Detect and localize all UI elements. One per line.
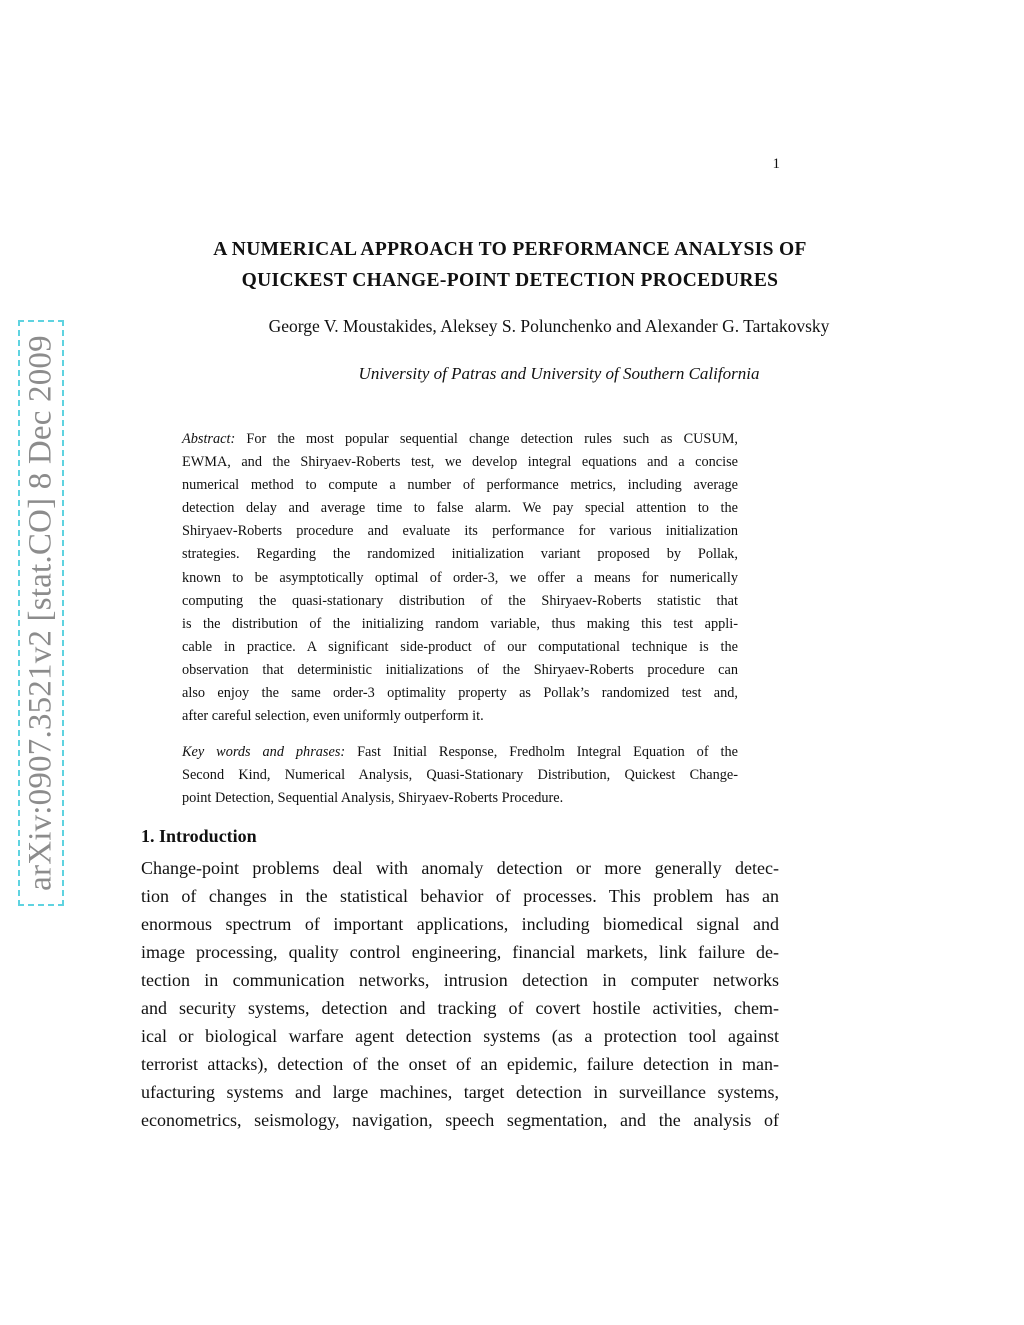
body-line: tion of changes in the statistical behavior of processes. This problem has an [141,886,779,906]
body-line: ufacturing systems and large machines, target detection in surveillance systems, [141,1082,779,1102]
affiliation: University of Patras and University of Southern California [358,364,760,383]
keywords-line: Key words and phrases: Fast Initial Response, Fredholm Integral Equation of the [182,744,738,760]
abstract-line: is the distribution of the initializing random variable, thus making this test appli- [182,615,738,632]
body-line: tection in communication networks, intrusion detection in computer networks [141,970,779,990]
abstract-line: Abstract: For the most popular sequential change detection rules such as CUSUM, [182,431,738,447]
page-number: 1 [772,156,780,172]
body-line: and security systems, detection and tracking of covert hostile activities, chem- [141,998,779,1018]
body-line: terrorist attacks), detection of the onset of an epidemic, failure detection in man- [141,1054,779,1074]
introduction-paragraph [141,854,779,1134]
body-line: econometrics, seismology, navigation, speech segmentation, and the analysis of [141,1110,779,1130]
keywords-line: Second Kind, Numerical Analysis, Quasi-Stationary Distribution, Quickest Change- [182,767,738,784]
arxiv-identifier: arXiv:0907.3521v2 [stat.CO] 8 Dec 2009 [22,335,59,891]
paper-title [100,234,920,296]
abstract-line: computing the quasi-stationary distribution of the Shiryaev-Roberts statistic that [182,592,738,609]
body-line: ical or biological warfare agent detection systems (as a protection tool against [141,1026,779,1046]
abstract-line: observation that deterministic initializations of the Shiryaev-Roberts procedure can [182,661,738,678]
keywords [182,741,738,810]
author-list: George V. Moustakides, Aleksey S. Polunchenko and Alexander G. Tartakovsky [268,316,830,336]
title-line-1: A NUMERICAL APPROACH TO PERFORMANCE ANALYSIS OF [213,239,807,260]
body-line: enormous spectrum of important applications, including biomedical signal and [141,914,779,934]
abstract-line: strategies. Regarding the randomized initialization variant proposed by Pollak, [182,546,738,563]
body-line: image processing, quality control engineering, financial markets, link failure de- [141,942,779,962]
keywords-line: point Detection, Sequential Analysis, Shiryaev-Roberts Procedure. [182,790,564,807]
abstract-line: known to be asymptotically optimal of order-3, we offer a means for numerically [182,569,738,586]
keywords-label: Key words and phrases: [182,744,346,760]
abstract-line: also enjoy the same order-3 optimality property as Pollak’s randomized test and, [182,685,738,702]
abstract-line: after careful selection, even uniformly outperform it. [182,708,484,725]
abstract-line: detection delay and average time to false alarm. We pay special attention to the [182,500,738,517]
abstract-label: Abstract: [182,431,236,447]
abstract-line: EWMA, and the Shiryaev-Roberts test, we develop integral equations and a concise [182,454,738,471]
abstract-line: cable in practice. A significant side-product of our computational technique is the [182,638,738,655]
abstract [182,428,738,728]
section-heading: 1. Introduction [141,826,257,846]
abstract-line: Shiryaev-Roberts procedure and evaluate its performance for various initialization [182,523,738,540]
title-line-2: QUICKEST CHANGE-POINT DETECTION PROCEDURES [241,270,779,291]
abstract-line: numerical method to compute a number of performance metrics, including average [182,477,738,494]
body-line: Change-point problems deal with anomaly detection or more generally detec- [141,858,779,878]
